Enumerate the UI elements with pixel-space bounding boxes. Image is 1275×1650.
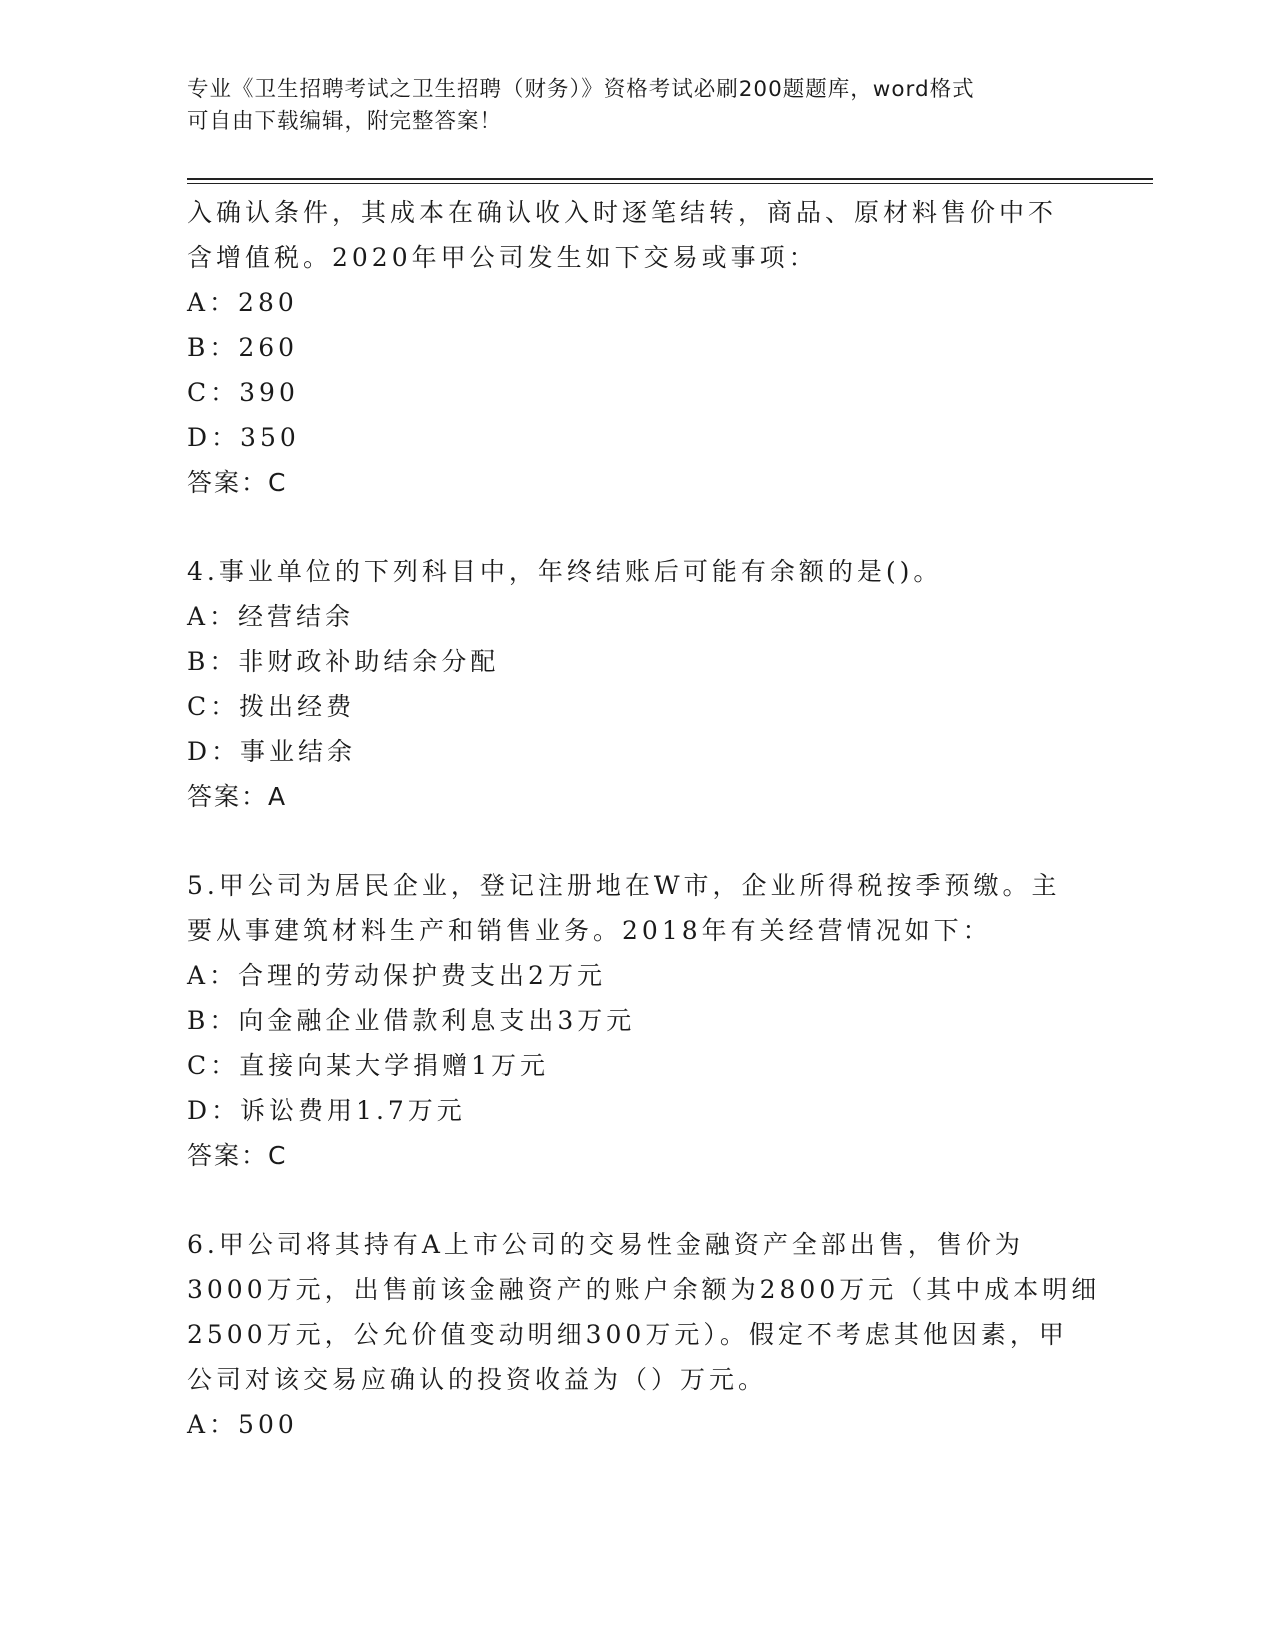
option-a: A：500 (187, 1410, 298, 1439)
question-6 (187, 1222, 1187, 1447)
header-divider-thin (187, 183, 1153, 184)
option-c: C：拨出经费 (187, 692, 356, 721)
question-stem-line: 要从事建筑材料生产和销售业务。2018年有关经营情况如下： (187, 916, 992, 945)
answer-line: 答案：C (187, 1141, 288, 1170)
question-stem-line: 3000万元，出售前该金融资产的账户余额为2800万元（其中成本明细 (187, 1275, 1101, 1304)
option-c: C：直接向某大学捐赠1万元 (187, 1051, 550, 1080)
question-stem-line: 入确认条件，其成本在确认收入时逐笔结转，商品、原材料售价中不 (187, 198, 1058, 227)
question-content (187, 190, 1187, 1447)
option-a: A：280 (187, 288, 298, 317)
question-4 (187, 549, 1187, 819)
option-d: D：350 (187, 423, 300, 452)
header-divider-thick (187, 178, 1153, 180)
question-5 (187, 863, 1187, 1178)
option-c: C：390 (187, 378, 299, 407)
question-stem-line: 公司对该交易应确认的投资收益为（）万元。 (187, 1365, 768, 1394)
spacer (187, 819, 1187, 863)
question-stem-line: 4.事业单位的下列科目中，年终结账后可能有余额的是()。 (187, 557, 943, 586)
option-a: A：经营结余 (187, 602, 355, 631)
answer-line: 答案：C (187, 468, 288, 497)
question-stem-line: 5.甲公司为居民企业，登记注册地在W市，企业所得税按季预缴。主 (187, 871, 1061, 900)
option-d: D：事业结余 (187, 737, 357, 766)
spacer (187, 505, 1187, 549)
option-b: B：非财政补助结余分配 (187, 647, 500, 676)
header-title-line-2: 可自由下载编辑，附完整答案！ (187, 109, 503, 134)
option-a: A：合理的劳动保护费支出2万元 (187, 961, 606, 990)
answer-line: 答案：A (187, 782, 288, 811)
option-d: D：诉讼费用1.7万元 (187, 1096, 466, 1125)
header-title-line-1: 专业《卫生招聘考试之卫生招聘（财务）》资格考试必刷200题题库，word格式 (187, 77, 975, 102)
question-stem-line: 2500万元，公允价值变动明细300万元）。假定不考虑其他因素，甲 (187, 1320, 1068, 1349)
question-stem-line: 6.甲公司将其持有A上市公司的交易性金融资产全部出售，售价为 (187, 1230, 1024, 1259)
option-b: B：向金融企业借款利息支出3万元 (187, 1006, 636, 1035)
question-3 (187, 190, 1187, 505)
option-b: B：260 (187, 333, 299, 362)
spacer (187, 1178, 1187, 1222)
page-header (187, 74, 1067, 138)
question-stem-line: 含增值税。2020年甲公司发生如下交易或事项： (187, 243, 818, 272)
